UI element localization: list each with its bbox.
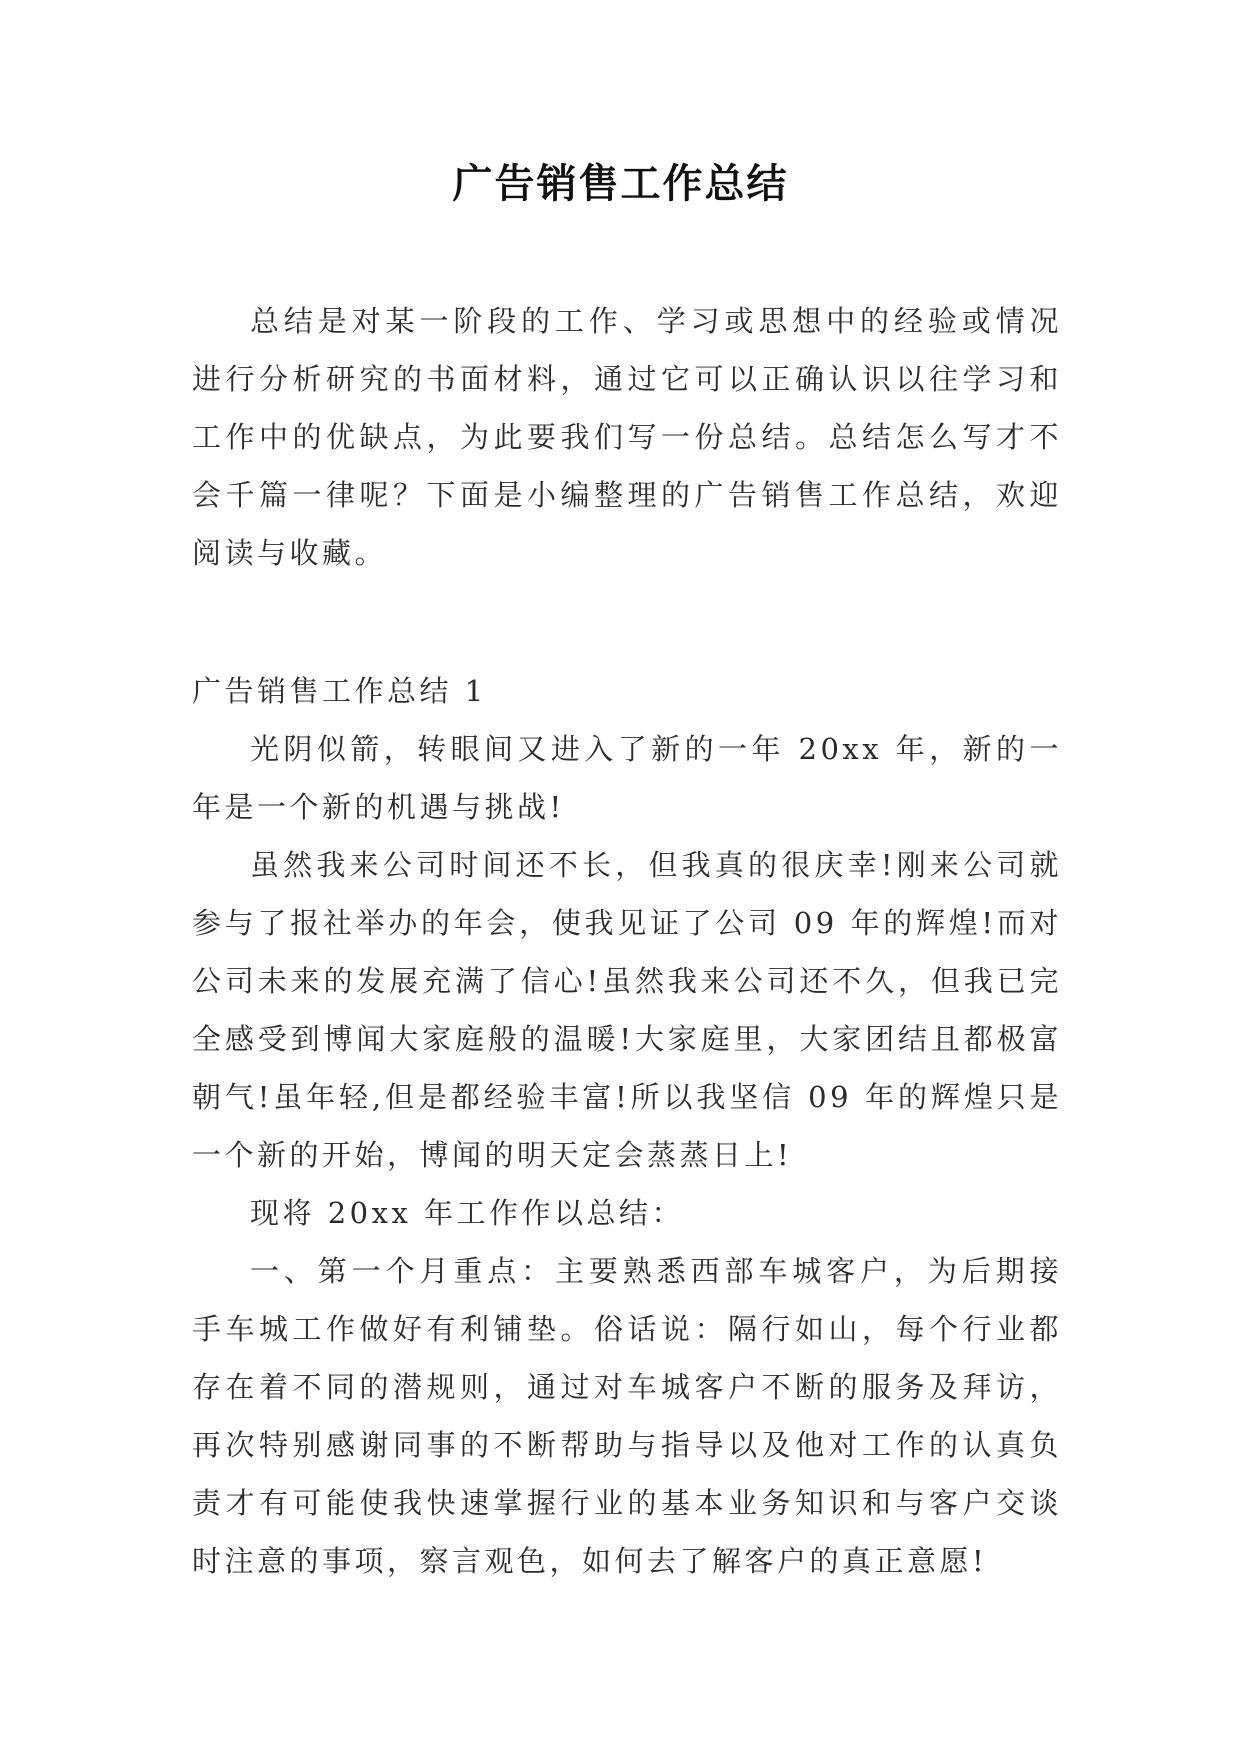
document-title: 广告销售工作总结 [452,161,789,207]
intro-paragraph: 总结是对某一阶段的工作、学习或思想中的经验或情况进行分析研究的书面材料，通过它可以正确认识以往学习和工作中的优缺点，为此要我们写一份总结。总结怎么写才不会千篇一律呢？下面是小编整理的广告销售工作总结，欢迎阅读与收藏。 [192,304,1062,570]
section-heading: 广告销售工作总结 1 [192,674,487,708]
document-body [192,292,1062,1590]
body-paragraph: 一、第一个月重点：主要熟悉西部车城客户，为后期接手车城工作做好有利铺垫。俗话说：隔行如山，每个行业都存在着不同的潜规则，通过对车城客户不断的服务及拜访，再次特别感谢同事的不断帮助与指导以及他对工作的认真负责才有可能使我快速掌握行业的基本业务知识和与客户交谈时注意的事项，察言观色，如何去了解客户的真正意愿! [192,1254,1062,1578]
body-paragraph: 光阴似箭，转眼间又进入了新的一年 20xx 年，新的一年是一个新的机遇与挑战! [192,732,1062,824]
body-paragraph: 虽然我来公司时间还不长，但我真的很庆幸!刚来公司就参与了报社举办的年会，使我见证了公司 09 年的辉煌!而对公司未来的发展充满了信心!虽然我来公司还不久，但我已完全感受到博闻大家庭般的温暖!大家庭里，大家团结且都极富朝气!虽年轻,但是都经验丰富!所以我坚信 09 年的辉煌只是一个新的开始，博闻的明天定会蒸蒸日上! [192,848,1062,1172]
body-paragraph: 现将 20xx 年工作作以总结： [250,1196,685,1230]
